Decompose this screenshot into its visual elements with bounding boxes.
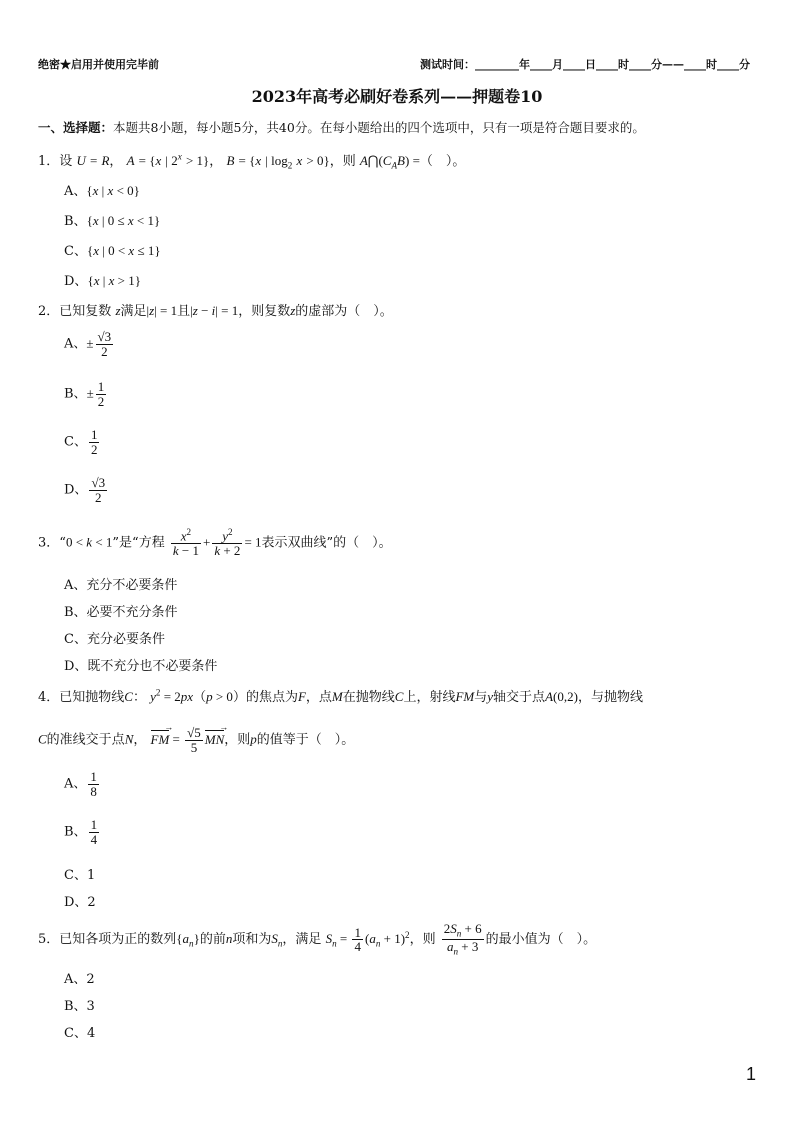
section-label: 一、选择题： <box>38 120 114 135</box>
question-number: 4． <box>38 690 60 705</box>
q-text: 项和为 <box>232 932 272 948</box>
q-text: 的最小值为（ ）。 <box>485 932 597 948</box>
q-text: 的值等于（ ）。 <box>256 732 355 748</box>
q2-option-c[interactable]: C、 $\frac{1}{2}$ <box>64 427 98 457</box>
q-text: 上，射线 <box>403 690 456 705</box>
q-text: 且 <box>177 304 191 319</box>
question-number: 3． <box>38 535 60 551</box>
question-number: 5． <box>38 932 60 948</box>
q-text: （ <box>193 690 207 705</box>
q4-option-b[interactable]: B、 $\frac{1}{4}$ <box>64 817 98 847</box>
question-number: 2． <box>38 304 60 319</box>
q3-option-d[interactable]: D、既不充分也不必要条件 <box>64 659 218 674</box>
q-text: ， <box>209 154 223 169</box>
q-text: 设 <box>59 154 73 169</box>
q-text: 在抛物线 <box>342 690 395 705</box>
q-text: ， <box>109 154 123 169</box>
q-text: ，则 <box>329 154 356 169</box>
q-text: ”是“方程 <box>112 535 165 551</box>
q-text: ，与抛物线 <box>577 690 643 705</box>
q-text: 已知各项为正的数列 <box>59 932 177 948</box>
section-heading <box>38 118 645 136</box>
q-text: ，则 <box>224 732 251 748</box>
confidential-notice: 绝密★启用并使用完毕前 <box>38 58 159 71</box>
q2-option-a[interactable]: A、± $\frac{√3}{2}$ <box>64 329 112 359</box>
q5-option-c[interactable]: C、4 <box>64 1026 96 1041</box>
q1-option-a[interactable]: A、{x | x < 0} <box>64 183 140 199</box>
q-text: 表示双曲线”的（ ）。 <box>261 535 392 551</box>
exam-title: 2023年高考必刷好卷系列——押题卷10 <box>251 87 543 106</box>
question-2: 2．已知复数 z满足|z| = 1且|z − i| = 1，则复数z的虚部为（ ）。 <box>38 303 393 319</box>
q-text: ）的焦点为 <box>232 690 298 705</box>
q4-option-d[interactable]: D、2 <box>64 895 96 910</box>
q-text: ， <box>133 732 147 748</box>
q1-option-b[interactable]: B、{x | 0 ≤ x < 1} <box>64 213 161 229</box>
question-4-cont: C的准线交于点N， FM → = $\frac{√5}{5}$ MN →，则p的值等于（ ）。 <box>38 726 354 754</box>
q3-option-a[interactable]: A、充分不必要条件 <box>64 578 178 593</box>
q-text: 的准线交于点 <box>46 732 125 748</box>
question-1: 1．设 U = R， A = {x | 2$^x$ > 1}， B = {x | $\log_2 x > 0$}，则 $A⋂(C_AB)$ =（ ）。 <box>38 151 466 171</box>
q-text: ，满足 <box>282 932 322 948</box>
q-text: （ ）。 <box>419 154 466 169</box>
question-4: 4．已知抛物线C： $y^2 = 2px(p > 0)$的焦点为F，点M在抛物线C上，射线FM与y轴交于点A(0,2)，与抛物线 <box>38 687 643 705</box>
q3-option-b[interactable]: B、必要不充分条件 <box>64 605 178 620</box>
q-text: ，点 <box>305 690 332 705</box>
q-text: ，则 <box>409 932 436 948</box>
q-text: 与 <box>474 690 488 705</box>
q5-option-a[interactable]: A、2 <box>64 972 95 987</box>
q4-option-c[interactable]: C、1 <box>64 868 96 883</box>
q-text: ： <box>132 690 146 705</box>
page-number: 1 <box>745 1064 756 1084</box>
section-instructions: 本题共8小题，每小题5分，共40分。在每小题给出的四个选项中，只有一项是符合题目要求的。 <box>113 120 645 135</box>
q5-option-b[interactable]: B、3 <box>64 999 95 1014</box>
q1-option-c[interactable]: C、{x | 0 < x ≤ 1} <box>64 243 161 259</box>
q1-option-d[interactable]: D、{x | x > 1} <box>64 273 141 289</box>
q-text: 满足 <box>120 304 147 319</box>
q-text: ，则复数 <box>238 304 291 319</box>
q-text: 轴交于点 <box>493 690 546 705</box>
q-text: 的前 <box>199 932 226 948</box>
q2-option-b[interactable]: B、± $\frac{1}{2}$ <box>64 379 105 409</box>
q-text: “ <box>59 535 66 551</box>
q2-option-d[interactable]: D、 $\frac{√3}{2}$ <box>64 475 106 505</box>
question-5: 5．已知各项为正的数列$\{a_n\}$的前n项和为$S_n$，满足 $S_n$ = $\frac{1}{4}$ $(a_n + 1)^2$，则 $\frac{2S_n + 6}{a_n + 3}$ 的最小值为（ ）。 <box>38 921 597 957</box>
question-3: 3．“0 < k < 1”是“方程 $\frac{x^2}{k - 1}$ + $\frac{y^2}{k + 2}$ = 1表示双曲线”的（ ）。 <box>38 527 392 558</box>
q3-option-c[interactable]: C、充分必要条件 <box>64 632 165 647</box>
test-time-field: 测试时间：________年____月____日____时____分——____时____分 <box>420 58 750 71</box>
q-text: 已知复数 <box>59 304 112 319</box>
q-text: 的虚部为（ ）。 <box>295 304 393 319</box>
q-text: 已知抛物线 <box>59 690 125 705</box>
question-number: 1． <box>38 154 60 169</box>
q4-option-a[interactable]: A、 $\frac{1}{8}$ <box>64 769 97 799</box>
